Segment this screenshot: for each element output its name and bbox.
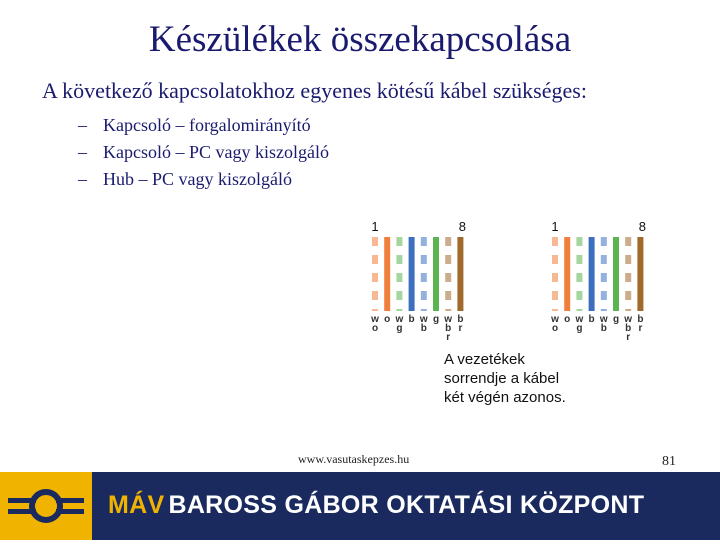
- wire-label: o: [371, 323, 379, 334]
- bullet-text: Hub – PC vagy kiszolgáló: [103, 169, 292, 189]
- wire-label: b: [637, 314, 644, 325]
- wire-stripe: [421, 291, 427, 300]
- wire-label: o: [564, 314, 571, 325]
- caption-line: A vezetékek: [444, 351, 525, 368]
- wire-stripe: [396, 291, 402, 300]
- wire: [457, 237, 463, 311]
- pin-label-last: 8: [458, 219, 467, 234]
- wire-stripe: [576, 309, 582, 311]
- caption-line: két végén azonos.: [444, 389, 566, 406]
- wire-label: w: [575, 314, 584, 325]
- wire-label: b: [420, 323, 427, 334]
- wire-stripe: [396, 309, 402, 311]
- wire-stripe: [552, 273, 558, 282]
- bullet-item: [78, 166, 329, 193]
- connector-2: [550, 219, 646, 343]
- wire-label: b: [600, 323, 607, 334]
- wire-label: w: [395, 314, 404, 325]
- wire-label: w: [599, 314, 608, 325]
- wire-stripe: [421, 273, 427, 282]
- wire-stripe: [552, 291, 558, 300]
- bullet-item: [78, 139, 329, 166]
- bullet-text: Kapcsoló – forgalomirányító: [103, 115, 311, 135]
- wire: [613, 237, 619, 311]
- wire-stripe: [372, 255, 378, 264]
- wire-label: r: [638, 323, 643, 334]
- wire-label: b: [457, 314, 464, 325]
- bullet-dash: –: [78, 142, 87, 162]
- bullet-item: [78, 112, 329, 139]
- wire-stripe: [372, 291, 378, 300]
- wire-stripe: [372, 237, 378, 246]
- wire-stripe: [396, 255, 402, 264]
- wire-label: g: [396, 323, 403, 334]
- wire-stripe: [576, 237, 582, 246]
- wire-stripe: [625, 237, 631, 246]
- wire-stripe: [445, 237, 451, 246]
- wire-stripe: [445, 291, 451, 300]
- bullet-text: Kapcsoló – PC vagy kiszolgáló: [103, 142, 329, 162]
- wire-label: w: [444, 314, 453, 325]
- wire-label: r: [626, 332, 631, 343]
- wire-label: w: [624, 314, 633, 325]
- wire: [384, 237, 390, 311]
- bullet-list: [78, 112, 329, 193]
- wire-label: b: [445, 323, 452, 334]
- wire: [637, 237, 643, 311]
- diagram-caption: [444, 350, 584, 407]
- footer-title: [108, 491, 644, 520]
- wire: [433, 237, 439, 311]
- wire-stripe: [396, 273, 402, 282]
- wire: [409, 237, 415, 311]
- wire-stripe: [421, 237, 427, 246]
- page-number: 81: [662, 454, 676, 469]
- wire-stripe: [445, 309, 451, 311]
- wire-stripe: [601, 237, 607, 246]
- bullet-dash: –: [78, 115, 87, 135]
- pin-label-last: 8: [638, 219, 647, 234]
- wire-label: g: [576, 323, 583, 334]
- wire-stripe: [625, 309, 631, 311]
- footer-bar: [0, 472, 720, 540]
- wire-label: r: [446, 332, 451, 343]
- wire: [589, 237, 595, 311]
- caption-line: sorrendje a kábel: [444, 370, 560, 387]
- wire-label: g: [612, 314, 620, 325]
- wire-stripe: [552, 309, 558, 311]
- wire-stripe: [372, 273, 378, 282]
- footer-brand: MÁV: [108, 491, 165, 519]
- wire-label: r: [458, 323, 463, 334]
- pin-label-first: 1: [371, 219, 379, 234]
- footer-url: www.vasutaskepzes.hu: [298, 452, 410, 466]
- wire-label: w: [551, 314, 559, 325]
- bullet-dash: –: [78, 169, 87, 189]
- wire-stripe: [445, 255, 451, 264]
- wire-stripe: [625, 291, 631, 300]
- mav-logo-icon: [0, 472, 92, 540]
- wire-stripe: [445, 273, 451, 282]
- wire: [564, 237, 570, 311]
- connector-1: [370, 219, 466, 343]
- wire-label: o: [551, 323, 559, 334]
- wire-stripe: [576, 273, 582, 282]
- footer-org-name: BAROSS GÁBOR OKTATÁSI KÖZPONT: [168, 491, 645, 519]
- wire-label: b: [625, 323, 632, 334]
- wire-stripe: [421, 309, 427, 311]
- wire-label: g: [432, 314, 440, 325]
- wire-stripe: [601, 255, 607, 264]
- wire-label: w: [371, 314, 379, 325]
- wire-stripe: [372, 309, 378, 311]
- wire-stripe: [601, 273, 607, 282]
- wire-label: b: [408, 314, 415, 325]
- wire-label: o: [384, 314, 391, 325]
- wire-stripe: [552, 237, 558, 246]
- slide-title: Készülékek összekapcsolása: [148, 19, 572, 60]
- wire-stripe: [576, 255, 582, 264]
- wire-label: w: [419, 314, 428, 325]
- wire-stripe: [576, 291, 582, 300]
- wire-stripe: [601, 309, 607, 311]
- wire-stripe: [625, 273, 631, 282]
- wire-label: b: [588, 314, 595, 325]
- wire-stripe: [552, 255, 558, 264]
- wire-stripe: [396, 237, 402, 246]
- wiring-diagram: [360, 215, 690, 345]
- slide-subtitle: A következő kapcsolatokhoz egyenes kötésű kábel szükséges:: [42, 78, 587, 103]
- wire-stripe: [601, 291, 607, 300]
- wire-stripe: [625, 255, 631, 264]
- pin-label-first: 1: [551, 219, 559, 234]
- wire-stripe: [421, 255, 427, 264]
